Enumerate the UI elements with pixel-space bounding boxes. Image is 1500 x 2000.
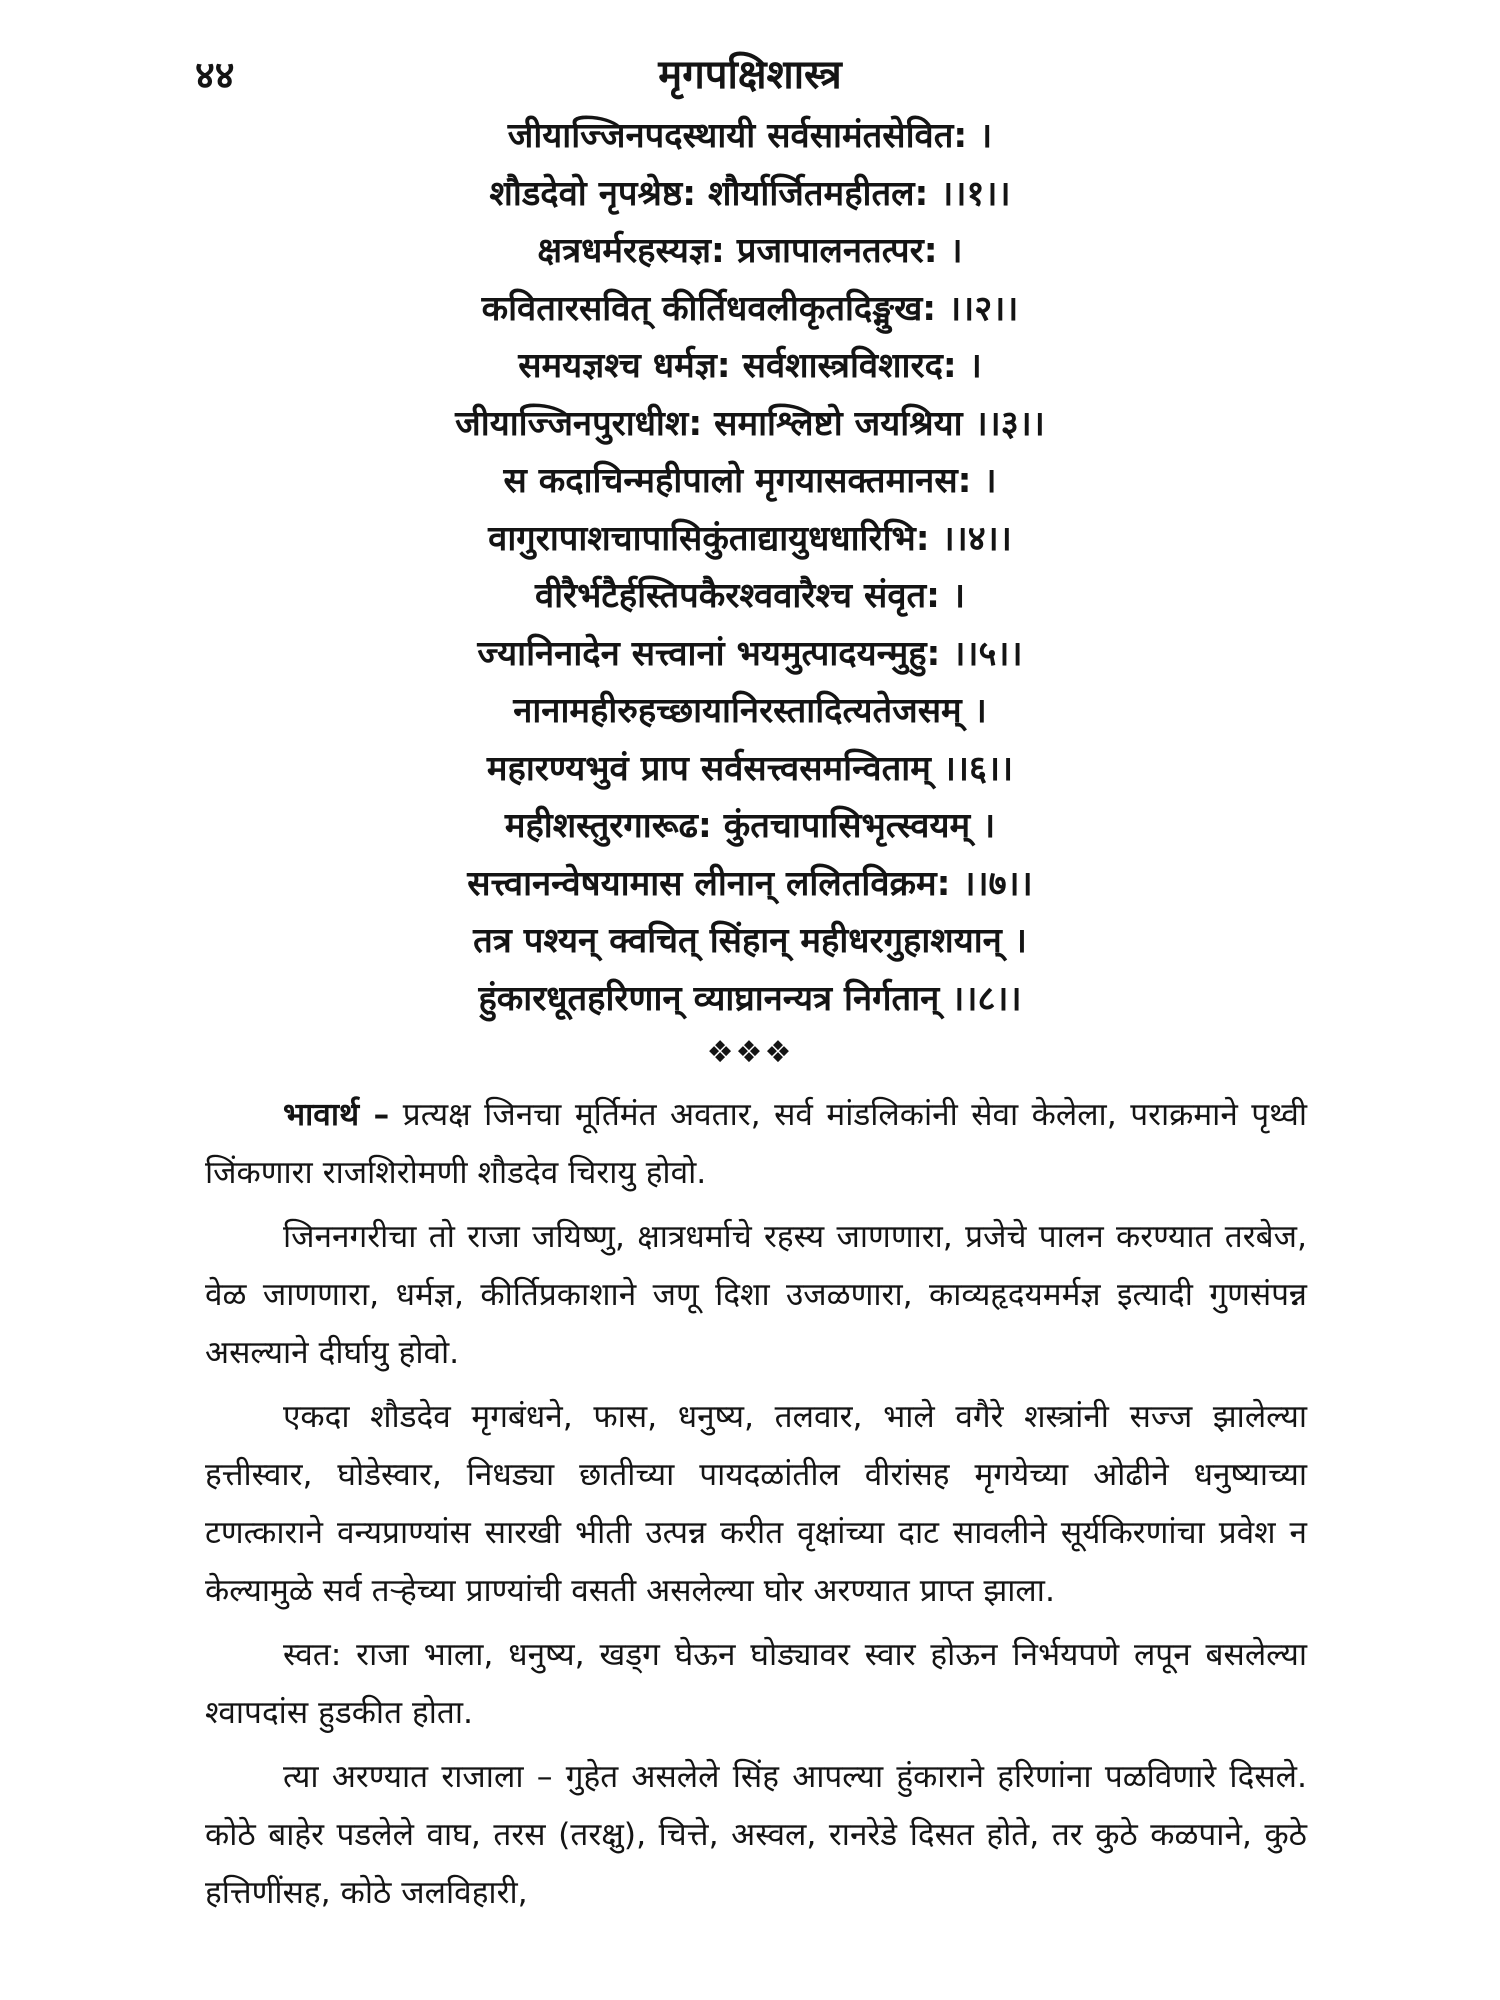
verse-line: शौडदेवो नृपश्रेष्ठ: शौर्यार्जितमहीतल: ।।१।।: [489, 173, 1011, 214]
verse-line: वागुरापाशचापासिकुंताद्यायुधधारिभि: ।।४।।: [488, 518, 1012, 559]
commentary-paragraph: एकदा शौडदेव मृगबंधने, फास, धनुष्य, तलवार, भाले वगैरे शस्त्रांनी सज्ज झालेल्या हत्तीस्वार, घोडेस्वार, निधड्या छातीच्या पायदळांतील वीरांसह मृगयेच्या ओढीने धनुष्याच्या टणत्काराने वन्यप्राण्यांस सारखी भीती उत्पन्न करीत वृक्षांच्या दाट सावलीने सूर्यकिरणांचा प्रवेश न केल्यामुळे सर्व तऱ्हेच्या प्राण्यांची वसती असलेल्या घोर अरण्यात प्राप्त झाला.: [205, 1399, 1307, 1609]
verse-line: महीशस्तुरगारूढ: कुंतचापासिभृत्स्वयम् ।: [504, 806, 996, 846]
commentary-text: प्रत्यक्ष जिनचा मूर्तिमंत अवतार, सर्व मांडलिकांनी सेवा केलेला, पराक्रमाने पृथ्वी जिंकणारा राजशिरोमणी शौडदेव चिरायु होवो.: [205, 1097, 1308, 1191]
sanskrit-verses: [195, 108, 1305, 1028]
verse-line: ज्यानिनादेन सत्त्वानां भयमुत्पादयन्मुहु: ।।५।।: [477, 633, 1023, 674]
verse-line: हुंकारधूतहरिणान् व्याघ्रानन्यत्र निर्गतान् ।।८।।: [478, 978, 1022, 1019]
verse-line: जीयाज्जिनपुराधीश: समाश्लिष्टो जयश्रिया ।।३।।: [455, 403, 1045, 444]
verse-line: महारण्यभुवं प्राप सर्वसत्त्वसमन्विताम् ।।६।।: [486, 748, 1014, 789]
verse-line: सत्त्वानन्वेषयामास लीनान् ललितविक्रम: ।।७।।: [467, 863, 1033, 904]
verse-line: तत्र पश्यन् क्वचित् सिंहान् महीधरगुहाशयान् ।: [473, 921, 1027, 961]
commentary-paragraph: स्वत: राजा भाला, धनुष्य, खड्ग घेऊन घोड्यावर स्वार होऊन निर्भयपणे लपून बसलेल्या श्वापदांस हुडकीत होता.: [205, 1637, 1307, 1731]
verse-line: क्षत्रधर्मरहस्यज्ञ: प्रजापालनतत्पर: ।: [537, 231, 963, 271]
verse-line: जीयाज्जिनपदस्थायी सर्वसामंतसेवित: ।: [507, 116, 993, 156]
commentary-paragraph: जिननगरीचा तो राजा जयिष्णु, क्षात्रधर्माचे रहस्य जाणणारा, प्रजेचे पालन करण्यात तरबेज, वेळ जाणणारा, धर्मज्ञ, कीर्तिप्रकाशाने जणू दिशा उजळणारा, काव्यहृदयमर्मज्ञ इत्यादी गुणसंपन्न असल्याने दीर्घायु होवो.: [205, 1219, 1307, 1371]
page-header: [195, 40, 1305, 110]
verse-line: समयज्ञश्च धर्मज्ञ: सर्वशास्त्रविशारद: ।: [518, 346, 982, 386]
verse-line: स कदाचिन्महीपालो मृगयासक्तमानस: ।: [503, 461, 997, 501]
page-title: मृगपक्षिशास्त्र: [658, 52, 842, 98]
verse-line: नानामहीरुहच्छायानिरस्तादित्यतेजसम् ।: [513, 691, 987, 731]
ornament-separator: ❖❖❖: [706, 1035, 794, 1070]
commentary-section: [205, 1086, 1307, 1928]
verse-line: कवितारसवित् कीर्तिधवलीकृतदिङ्मुख: ।।२।।: [481, 288, 1019, 329]
page-number: ४४: [195, 53, 235, 97]
commentary-paragraph: [205, 1086, 1307, 1202]
commentary-label: भावार्थ –: [283, 1097, 390, 1133]
commentary-paragraph: त्या अरण्यात राजाला – गुहेत असलेले सिंह आपल्या हुंकाराने हरिणांना पळविणारे दिसले. कोठे बाहेर पडलेले वाघ, तरस (तरक्षु), चित्ते, अस्वल, रानरेडे दिसत होते, तर कुठे कळपाने, कुठे हत्तिणींसह, कोठे जलविहारी,: [205, 1759, 1307, 1911]
verse-line: वीरैर्भटैर्हस्तिपकैरश्ववारैश्च संवृत: ।: [534, 576, 966, 616]
